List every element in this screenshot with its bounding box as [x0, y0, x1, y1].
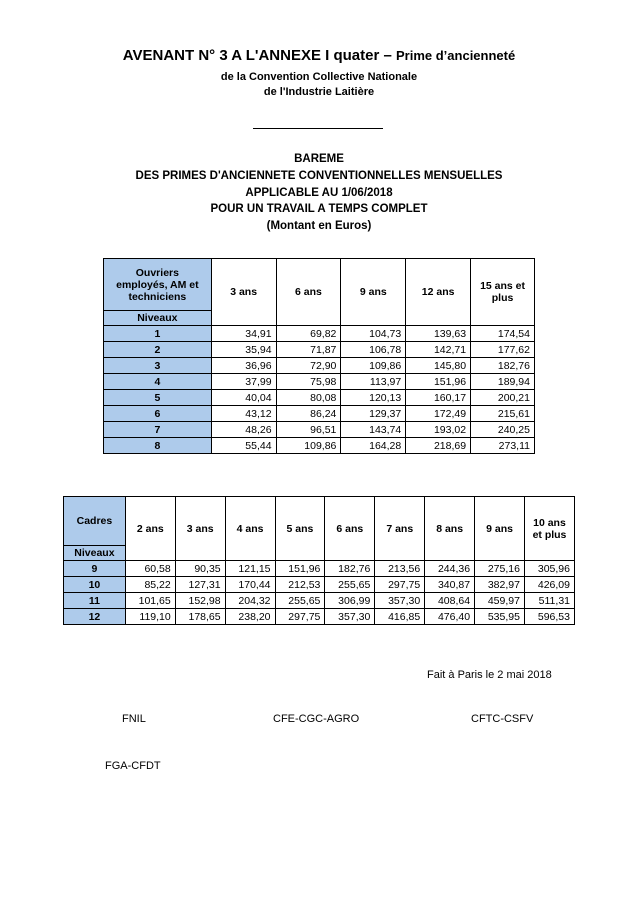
value-cell: 40,04 [211, 390, 276, 406]
table1-col-header-last [471, 259, 535, 326]
value-cell: 129,37 [341, 406, 406, 422]
level-cell: 6 [104, 406, 212, 422]
signatory-fga-cfdt: FGA-CFDT [105, 760, 161, 772]
value-cell: 151,96 [275, 561, 325, 577]
table-row [104, 422, 535, 438]
table-ouvriers [103, 258, 535, 454]
value-cell: 145,80 [406, 358, 471, 374]
value-cell: 212,53 [275, 577, 325, 593]
value-cell: 218,69 [406, 438, 471, 454]
bareme-line-2: DES PRIMES D'ANCIENNETE CONVENTIONNELLES MENSUELLES [135, 170, 503, 182]
table2-col-header: 4 ans [225, 497, 275, 561]
value-cell: 340,87 [425, 577, 475, 593]
signatory-cfe-cgc: CFE-CGC-AGRO [273, 713, 360, 725]
value-cell: 96,51 [276, 422, 341, 438]
value-cell: 60,58 [125, 561, 175, 577]
table-row [104, 342, 535, 358]
value-cell: 127,31 [175, 577, 225, 593]
table-row [104, 358, 535, 374]
value-cell: 178,65 [175, 609, 225, 625]
signatory-fnil: FNIL [122, 713, 146, 725]
value-cell: 200,21 [471, 390, 535, 406]
table1-col-header: 6 ans [276, 259, 341, 326]
value-cell: 177,62 [471, 342, 535, 358]
value-cell: 182,76 [325, 561, 375, 577]
value-cell: 189,94 [471, 374, 535, 390]
value-cell: 215,61 [471, 406, 535, 422]
value-cell: 113,97 [341, 374, 406, 390]
signatory-cftc: CFTC-CSFV [471, 713, 534, 725]
value-cell: 37,99 [211, 374, 276, 390]
level-cell: 2 [104, 342, 212, 358]
table1-category-line: employés, AM et [116, 278, 199, 291]
table2-col-header: 2 ans [125, 497, 175, 561]
table1-body [104, 326, 535, 454]
table2-col-header: 9 ans [475, 497, 525, 561]
value-cell: 297,75 [375, 577, 425, 593]
level-cell: 1 [104, 326, 212, 342]
table2-body [64, 561, 575, 625]
level-cell: 10 [64, 577, 126, 593]
value-cell: 48,26 [211, 422, 276, 438]
level-cell: 3 [104, 358, 212, 374]
value-cell: 408,64 [425, 593, 475, 609]
table2-col-header-last [524, 497, 574, 561]
value-cell: 152,98 [175, 593, 225, 609]
value-cell: 382,97 [475, 577, 525, 593]
value-cell: 476,40 [425, 609, 475, 625]
value-cell: 34,91 [211, 326, 276, 342]
value-cell: 255,65 [275, 593, 325, 609]
level-cell: 12 [64, 609, 126, 625]
table1-category-line: techniciens [128, 290, 187, 303]
value-cell: 244,36 [425, 561, 475, 577]
document-title [0, 47, 638, 64]
table1-col-header-line: plus [491, 292, 514, 304]
value-cell: 72,90 [276, 358, 341, 374]
value-cell: 275,16 [475, 561, 525, 577]
value-cell: 75,98 [276, 374, 341, 390]
table-row [64, 561, 575, 577]
level-cell: 11 [64, 593, 126, 609]
value-cell: 109,86 [341, 358, 406, 374]
table-row [64, 577, 575, 593]
value-cell: 182,76 [471, 358, 535, 374]
value-cell: 426,09 [524, 577, 574, 593]
title-main: AVENANT N° 3 A L'ANNEXE I quater – [122, 47, 392, 64]
level-cell: 9 [64, 561, 126, 577]
value-cell: 85,22 [125, 577, 175, 593]
value-cell: 106,78 [341, 342, 406, 358]
bareme-line-5: (Montant en Euros) [266, 220, 372, 232]
value-cell: 119,10 [125, 609, 175, 625]
table1-col-header-line: 15 ans et [480, 280, 526, 292]
value-cell: 596,53 [524, 609, 574, 625]
value-cell: 143,74 [341, 422, 406, 438]
level-cell: 5 [104, 390, 212, 406]
value-cell: 142,71 [406, 342, 471, 358]
value-cell: 357,30 [375, 593, 425, 609]
value-cell: 160,17 [406, 390, 471, 406]
title-subtitle: Prime d’ancienneté [396, 48, 516, 63]
table-row [104, 406, 535, 422]
bareme-line-4: POUR UN TRAVAIL A TEMPS COMPLET [210, 203, 428, 215]
value-cell: 90,35 [175, 561, 225, 577]
table-row [64, 593, 575, 609]
table2-col-header: 3 ans [175, 497, 225, 561]
bareme-line-3: APPLICABLE AU 1/06/2018 [245, 187, 393, 199]
table2-col-header: 5 ans [275, 497, 325, 561]
value-cell: 36,96 [211, 358, 276, 374]
value-cell: 255,65 [325, 577, 375, 593]
value-cell: 80,08 [276, 390, 341, 406]
table2-levels-header: Niveaux [64, 546, 126, 561]
value-cell: 55,44 [211, 438, 276, 454]
value-cell: 120,13 [341, 390, 406, 406]
table1-col-header: 12 ans [406, 259, 471, 326]
table2-category-header: Cadres [64, 497, 126, 546]
value-cell: 240,25 [471, 422, 535, 438]
value-cell: 305,96 [524, 561, 574, 577]
value-cell: 151,96 [406, 374, 471, 390]
value-cell: 121,15 [225, 561, 275, 577]
table1-col-header: 9 ans [341, 259, 406, 326]
table2-col-header: 6 ans [325, 497, 375, 561]
table1-levels-header: Niveaux [104, 311, 212, 326]
value-cell: 535,95 [475, 609, 525, 625]
value-cell: 86,24 [276, 406, 341, 422]
table-row [104, 390, 535, 406]
value-cell: 164,28 [341, 438, 406, 454]
header-line-industry: de l'Industrie Laitière [263, 86, 375, 98]
level-cell: 8 [104, 438, 212, 454]
value-cell: 43,12 [211, 406, 276, 422]
table2-col-header-line: et plus [532, 528, 567, 541]
value-cell: 204,32 [225, 593, 275, 609]
value-cell: 69,82 [276, 326, 341, 342]
value-cell: 170,44 [225, 577, 275, 593]
value-cell: 71,87 [276, 342, 341, 358]
header-divider [253, 128, 383, 129]
value-cell: 174,54 [471, 326, 535, 342]
value-cell: 101,65 [125, 593, 175, 609]
value-cell: 193,02 [406, 422, 471, 438]
value-cell: 172,49 [406, 406, 471, 422]
level-cell: 4 [104, 374, 212, 390]
value-cell: 306,99 [325, 593, 375, 609]
table2-col-header: 7 ans [375, 497, 425, 561]
value-cell: 357,30 [325, 609, 375, 625]
value-cell: 511,31 [524, 593, 574, 609]
value-cell: 213,56 [375, 561, 425, 577]
header-line-convention: de la Convention Collective Nationale [220, 71, 418, 83]
level-cell: 7 [104, 422, 212, 438]
value-cell: 416,85 [375, 609, 425, 625]
value-cell: 104,73 [341, 326, 406, 342]
value-cell: 109,86 [276, 438, 341, 454]
value-cell: 273,11 [471, 438, 535, 454]
table-row [104, 374, 535, 390]
place-date: Fait à Paris le 2 mai 2018 [427, 669, 552, 681]
value-cell: 139,63 [406, 326, 471, 342]
table1-col-header: 3 ans [211, 259, 276, 326]
table2-col-header: 8 ans [425, 497, 475, 561]
value-cell: 297,75 [275, 609, 325, 625]
table-cadres [63, 496, 575, 625]
value-cell: 459,97 [475, 593, 525, 609]
table-row [104, 438, 535, 454]
table2-col-header-line: 10 ans [533, 516, 566, 529]
table1-category-line: Ouvriers [135, 266, 179, 279]
table-row [104, 326, 535, 342]
table1-category-header [104, 259, 212, 311]
value-cell: 238,20 [225, 609, 275, 625]
value-cell: 35,94 [211, 342, 276, 358]
bareme-line-1: BAREME [294, 153, 344, 165]
table-row [64, 609, 575, 625]
